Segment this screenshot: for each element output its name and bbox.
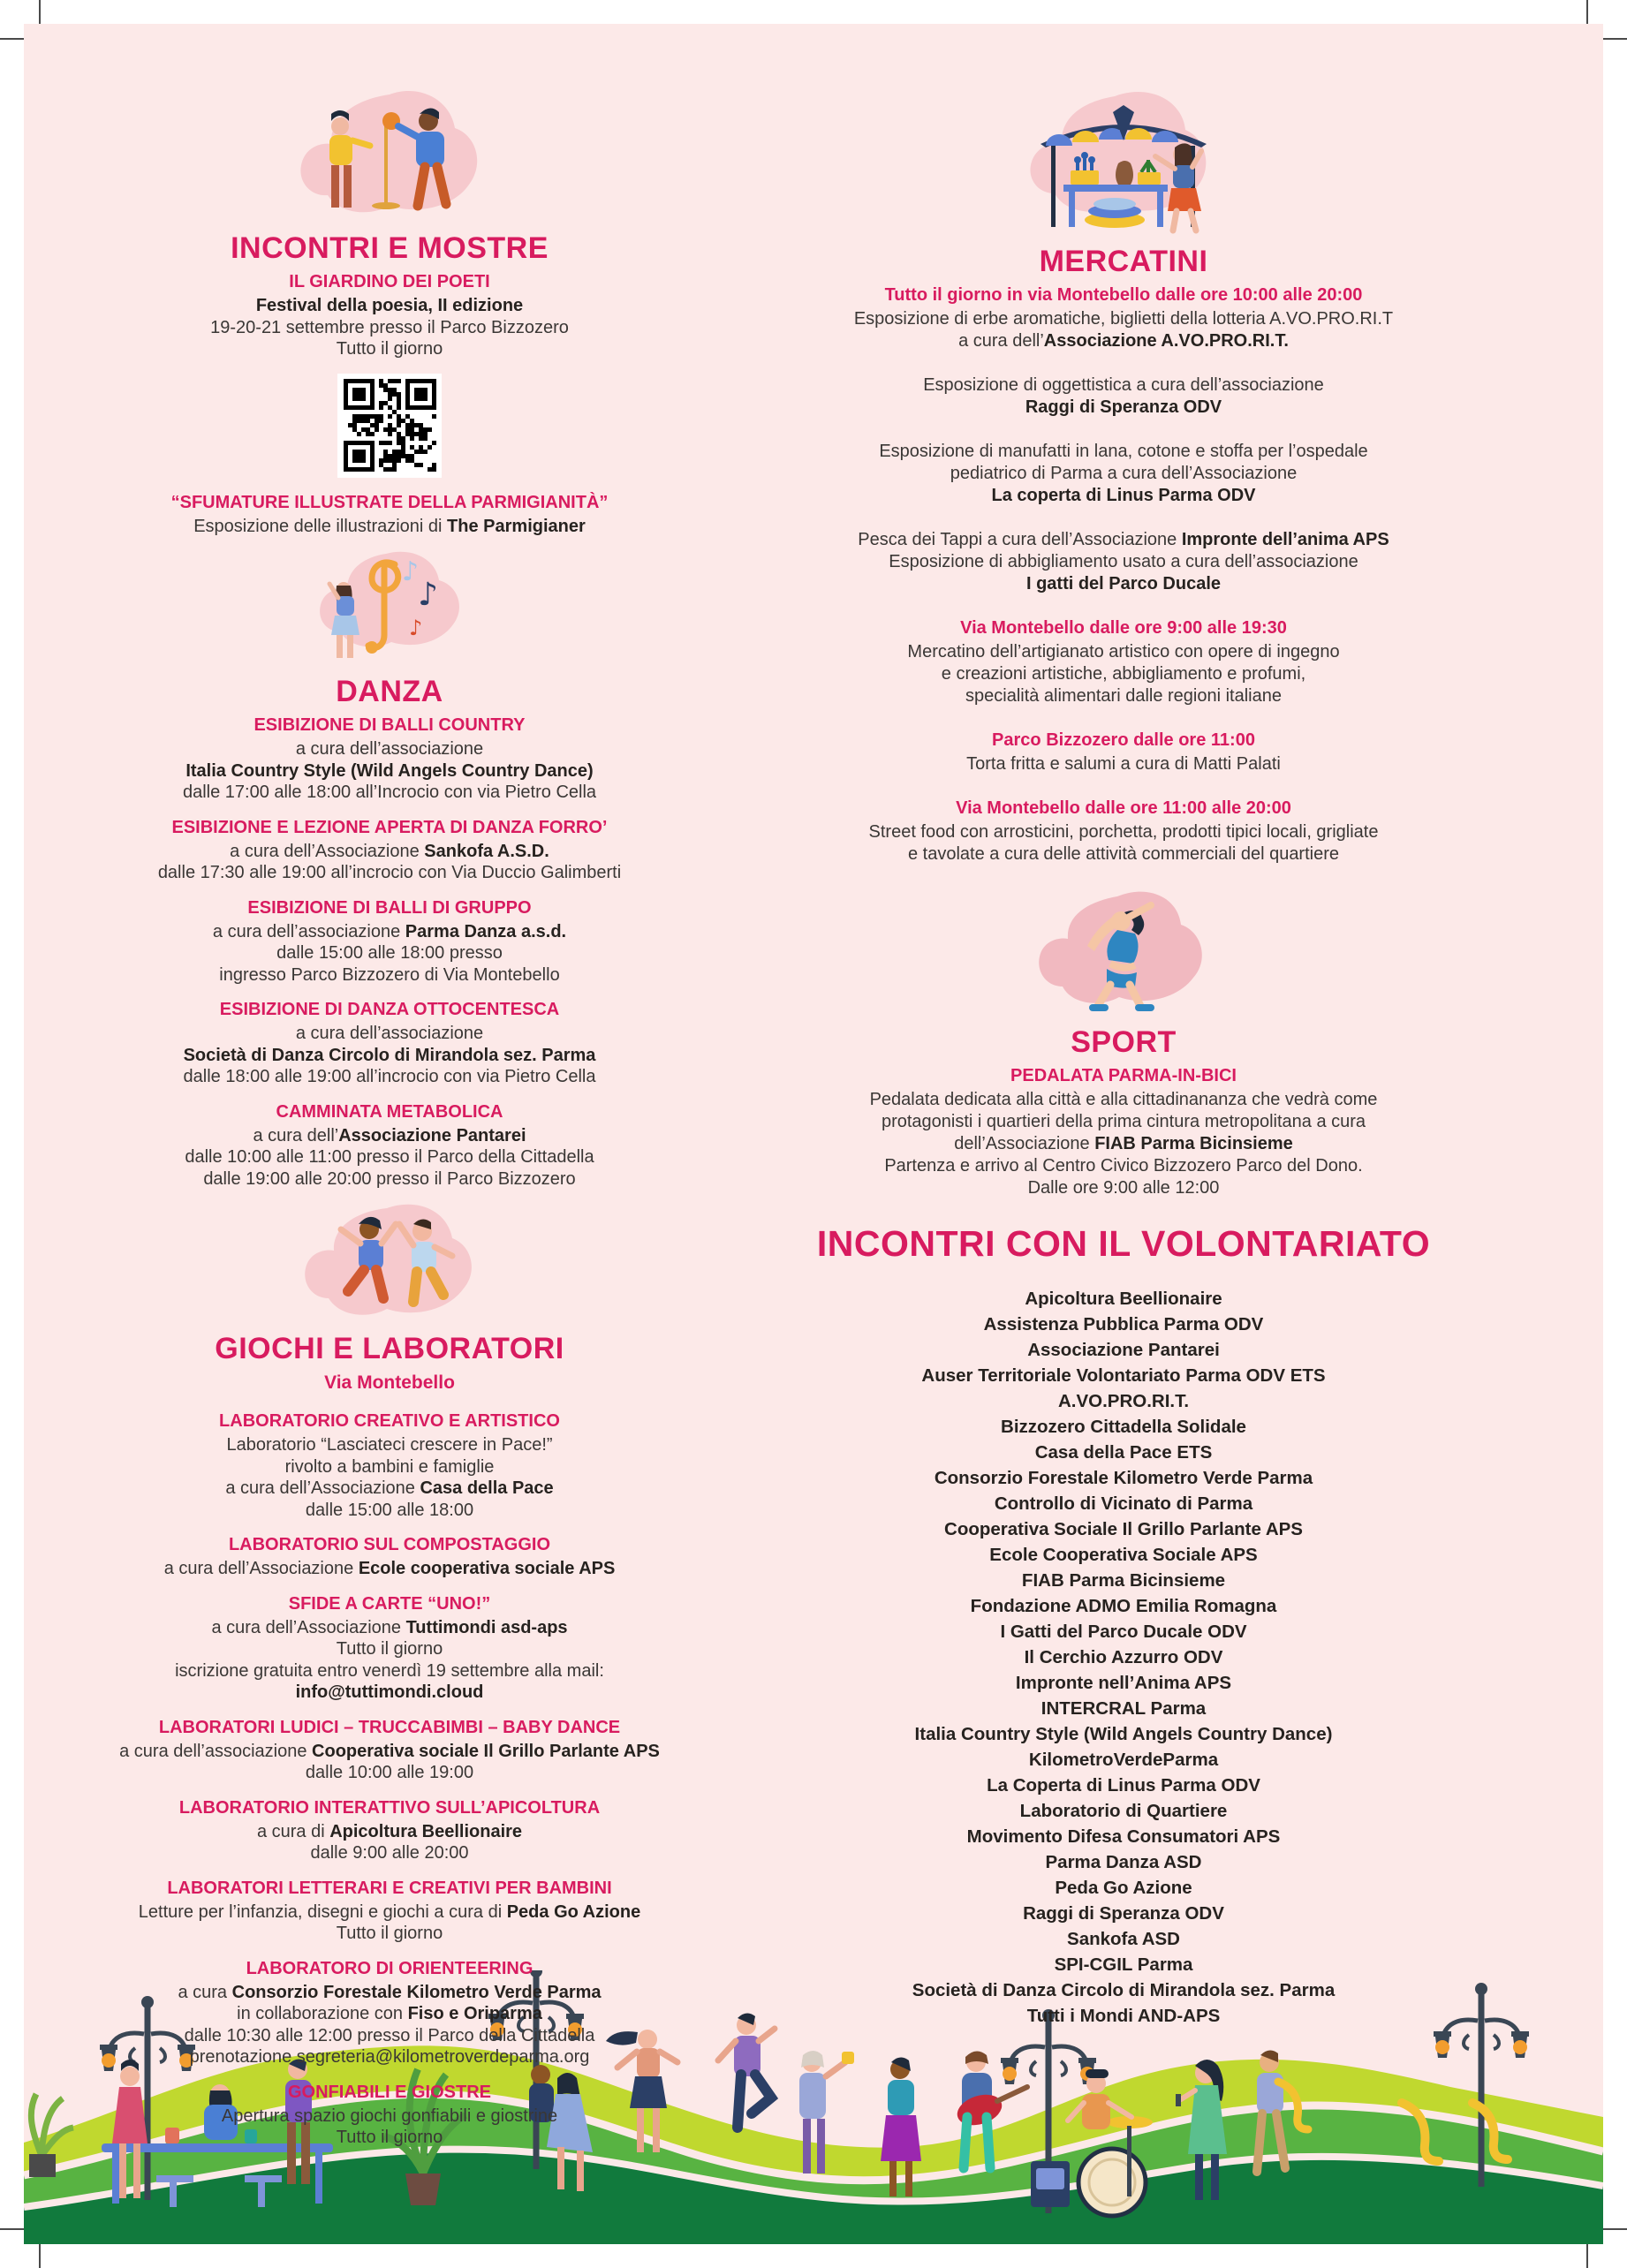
volunteer-org-item: Peda Go Azione	[1055, 1878, 1192, 1898]
event-line	[63, 1821, 716, 1843]
text: ESIBIZIONE DI BALLI DI GRUPPO	[247, 897, 532, 918]
bold-text: Apicoltura Beellionaire	[329, 1821, 523, 1841]
text: a cura dell’associazione	[119, 1741, 313, 1761]
event-block	[63, 1410, 716, 1521]
event-block	[788, 617, 1459, 707]
text: LABORATORI LETTERARI E CREATIVI PER BAMBINI	[167, 1878, 612, 1898]
text: a cura dell’Associazione	[230, 841, 425, 861]
event-line	[63, 2003, 716, 2025]
event-line	[788, 1089, 1459, 1111]
event-line	[63, 964, 716, 987]
event-line	[788, 397, 1459, 419]
event-line	[788, 374, 1459, 397]
event-line	[788, 1133, 1459, 1155]
event-line	[63, 1660, 716, 1682]
event-line	[63, 1456, 716, 1478]
bold-text: Impronte dell’anima APS	[1181, 530, 1389, 549]
text: e tavolate a cura delle attività commerciali del quartiere	[907, 844, 1340, 864]
event-line	[63, 1558, 716, 1580]
bold-text: info@tuttimondi.cloud	[295, 1682, 484, 1702]
text: LABORATORIO INTERATTIVO SULL’APICOLTURA	[178, 1797, 601, 1818]
event-line	[63, 841, 716, 863]
event-line	[788, 843, 1459, 866]
section-subtitle: Via Montebello	[324, 1372, 455, 1393]
volunteer-org-item: Auser Territoriale Volontariato Parma ODV ETS	[921, 1365, 1326, 1386]
text: LABORATORIO SUL COMPOSTAGGIO	[228, 1535, 551, 1554]
volunteer-org-item: Impronte nell’Anima APS	[1015, 1673, 1232, 1693]
music-dance-icon	[310, 550, 469, 665]
text: Tutto il giorno	[336, 1639, 443, 1659]
event-line	[788, 1177, 1459, 1199]
text: rivolto a bambini e famiglie	[284, 1456, 495, 1477]
event-line	[63, 862, 716, 884]
volunteer-org-item: INTERCRAL Parma	[1041, 1698, 1207, 1719]
text: LABORATORO DI ORIENTEERING	[246, 1958, 534, 1978]
svg-text:♪: ♪	[418, 577, 438, 613]
qr-code-block	[337, 374, 442, 478]
event-line	[63, 1045, 716, 1067]
event-heading	[63, 1797, 716, 1819]
event-line	[63, 1478, 716, 1500]
text: LABORATORIO CREATIVO E ARTISTICO	[219, 1411, 560, 1431]
icon-music-dance-icon	[63, 550, 716, 665]
text: dalle 9:00 alle 20:00	[310, 1843, 469, 1863]
text: dalle 18:00 alle 19:00 all’incrocio con via Pietro Cella	[183, 1067, 596, 1086]
text: Tutto il giorno	[336, 2128, 443, 2147]
text: Via Montebello dalle ore 9:00 alle 19:30	[960, 618, 1287, 638]
event-line	[63, 1617, 716, 1639]
bold-text: The Parmigianer	[447, 516, 586, 536]
crop-mark	[1586, 0, 1588, 26]
event-line	[63, 921, 716, 943]
volunteer-org-item: FIAB Parma Bicinsieme	[1021, 1570, 1226, 1591]
text: Torta fritta e salumi a cura di Matti Palati	[966, 754, 1281, 774]
market-stall-icon	[1009, 89, 1238, 235]
volunteer-org-item: Il Cerchio Azzurro ODV	[1024, 1647, 1223, 1667]
text: e creazioni artistiche, abbigliamento e profumi,	[941, 664, 1306, 684]
text: ESIBIZIONE DI DANZA OTTOCENTESCA	[219, 1000, 560, 1019]
event-line	[63, 2046, 716, 2068]
stretching-athlete-icon	[1029, 888, 1219, 1016]
event-heading	[63, 817, 716, 839]
bold-text: Tuttimondi asd-aps	[405, 1617, 568, 1637]
text: ingresso Parco Bizzozero di Via Montebello	[219, 964, 560, 985]
event-line	[63, 295, 716, 317]
event-block	[788, 284, 1459, 352]
crop-mark	[1586, 2242, 1588, 2268]
qr-code	[344, 379, 436, 472]
volunteer-org-item: Laboratorio di Quartiere	[1019, 1801, 1228, 1821]
event-block	[788, 730, 1459, 775]
event-line	[63, 1500, 716, 1522]
text: a cura dell’Associazione	[225, 1478, 420, 1498]
event-line	[788, 485, 1459, 507]
text: a cura di	[256, 1821, 330, 1841]
bold-text: La coperta di Linus Parma ODV	[991, 486, 1256, 505]
event-block	[63, 897, 716, 987]
event-line	[63, 317, 716, 339]
event-line	[788, 573, 1459, 595]
text: ESIBIZIONE E LEZIONE APERTA DI DANZA FORRO’	[171, 817, 608, 837]
svg-text:♪: ♪	[402, 556, 420, 587]
text: Apertura spazio giochi gonfiabili e giostrine	[221, 2105, 558, 2126]
event-line	[63, 760, 716, 782]
volunteer-org-item: Italia Country Style (Wild Angels Country Dance)	[914, 1724, 1333, 1744]
bold-text: Raggi di Speranza ODV	[1025, 397, 1222, 417]
event-line	[63, 1638, 716, 1660]
volunteer-org-item: Cooperativa Sociale Il Grillo Parlante APS	[944, 1519, 1303, 1539]
event-heading	[63, 1534, 716, 1556]
volunteer-org-item: Parma Danza ASD	[1045, 1852, 1202, 1872]
event-line	[788, 330, 1459, 352]
volunteer-org-item: SPI-CGIL Parma	[1054, 1954, 1193, 1975]
event-line	[63, 1741, 716, 1763]
event-block	[63, 1534, 716, 1580]
bold-text: Consorzio Forestale Kilometro Verde Parma	[231, 1982, 602, 2002]
text: dalle 17:00 alle 18:00 all’Incrocio con via Pietro Cella	[182, 782, 597, 802]
volunteer-org-item: Sankofa ASD	[1067, 1929, 1180, 1949]
event-line	[63, 738, 716, 760]
section-title: DANZA	[336, 675, 443, 708]
event-heading	[788, 798, 1459, 820]
bold-text: Sankofa A.S.D.	[424, 841, 549, 861]
event-heading	[788, 1065, 1459, 1087]
crop-mark	[1601, 2228, 1627, 2230]
event-line	[788, 685, 1459, 707]
event-line	[63, 2127, 716, 2149]
text: Mercatino dell’artigianato artistico con opere di ingegno	[907, 642, 1340, 662]
event-block	[788, 374, 1459, 419]
text: Tutto il giorno	[336, 339, 443, 359]
event-heading	[63, 2082, 716, 2104]
text: dalle 19:00 alle 20:00 presso il Parco Bizzozero	[203, 1168, 576, 1189]
text: pediatrico di Parma a cura dell’Associazione	[950, 464, 1298, 483]
event-block	[63, 1878, 716, 1945]
text: Pesca dei Tappi a cura dell’Associazione	[858, 530, 1182, 549]
volunteer-org-item: Movimento Difesa Consumatori APS	[966, 1826, 1281, 1847]
crop-mark	[1601, 38, 1627, 40]
event-heading	[63, 271, 716, 293]
volunteer-org-item: Assistenza Pubblica Parma ODV	[983, 1314, 1264, 1334]
event-block	[63, 817, 716, 884]
icon-poetry-performance-icon	[63, 89, 716, 222]
text: Letture per l’infanzia, disegni e giochi a cura di	[138, 1901, 507, 1922]
bold-text: I gatti del Parco Ducale	[1025, 574, 1222, 593]
text: prenotazione segreteria@kilometroverdeparma.org	[189, 2047, 590, 2067]
event-line	[63, 1146, 716, 1168]
volunteer-org-item: I Gatti del Parco Ducale ODV	[1000, 1622, 1247, 1642]
event-block	[63, 492, 716, 538]
volunteer-org-item: Ecole Cooperativa Sociale APS	[989, 1545, 1258, 1565]
event-line	[788, 551, 1459, 573]
event-block	[63, 271, 716, 360]
volunteer-org-item: Fondazione ADMO Emilia Romagna	[970, 1596, 1277, 1616]
bold-text: Cooperativa sociale Il Grillo Parlante APS	[312, 1741, 660, 1761]
text: a cura dell’	[253, 1125, 339, 1145]
volunteer-org-item: Casa della Pace ETS	[1034, 1442, 1213, 1463]
text: a cura dell’Associazione	[163, 1559, 359, 1578]
event-heading	[63, 1410, 716, 1433]
volunteer-org-item: Tutti i Mondi AND-APS	[1026, 2006, 1221, 2026]
text: a cura dell’associazione	[295, 1024, 484, 1043]
text: a cura dell’associazione	[295, 739, 484, 759]
svg-text:♪: ♪	[409, 616, 423, 640]
text: Esposizione di abbigliamento usato a cura dell’associazione	[889, 552, 1358, 571]
volunteer-org-item: Bizzozero Cittadella Solidale	[1001, 1417, 1246, 1437]
section-title: INCONTRI E MOSTRE	[231, 231, 549, 265]
event-line	[788, 529, 1459, 551]
event-block	[63, 1717, 716, 1784]
event-block	[788, 441, 1459, 507]
event-line	[63, 1923, 716, 1945]
jumping-dancers-icon	[288, 1203, 491, 1322]
text: dalle 15:00 alle 18:00	[305, 1500, 474, 1520]
event-heading	[788, 730, 1459, 752]
event-heading	[63, 492, 716, 514]
event-line	[788, 1111, 1459, 1133]
text: dalle 15:00 alle 18:00 presso	[276, 943, 503, 963]
text: Street food con arrosticini, porchetta, prodotti tipici locali, grigliate	[868, 822, 1379, 842]
text: iscrizione gratuita entro venerdì 19 settembre alla mail:	[175, 1660, 604, 1681]
bold-text: Peda Go Azione	[506, 1901, 641, 1922]
event-line	[63, 1762, 716, 1784]
text: a cura dell’	[958, 331, 1044, 351]
crop-mark	[0, 2228, 26, 2230]
text: Tutto il giorno in via Montebello dalle ore 10:00 alle 20:00	[884, 285, 1363, 305]
section-title: MERCATINI	[1039, 245, 1208, 278]
text: Partenza e arrivo al Centro Civico Bizzozero Parco del Dono.	[884, 1156, 1363, 1176]
event-line	[788, 663, 1459, 685]
event-block	[63, 1958, 716, 2068]
event-line	[788, 641, 1459, 663]
event-heading	[63, 1101, 716, 1123]
text: Dalle ore 9:00 alle 12:00	[1027, 1178, 1220, 1198]
text: Esposizione delle illustrazioni di	[193, 516, 448, 536]
section-title: SPORT	[1071, 1025, 1177, 1059]
event-block	[63, 999, 716, 1088]
event-line	[63, 1434, 716, 1456]
event-line	[63, 1066, 716, 1088]
text: Parco Bizzozero dalle ore 11:00	[992, 730, 1255, 750]
icon-stretching-athlete-icon	[788, 888, 1459, 1016]
event-line	[63, 516, 716, 538]
event-heading	[788, 617, 1459, 639]
event-line	[788, 463, 1459, 485]
event-line	[63, 2025, 716, 2047]
event-block	[63, 714, 716, 804]
text: dalle 17:30 alle 19:00 all’incrocio con Via Duccio Galimberti	[157, 863, 622, 882]
text: Tutto il giorno	[336, 1924, 443, 1943]
text: IL GIARDINO DEI POETI	[289, 272, 490, 291]
bold-text: Associazione A.VO.PRO.RI.T.	[1043, 331, 1289, 351]
text: in collaborazione con	[237, 2004, 408, 2023]
bold-text: Parma Danza a.s.d.	[405, 921, 567, 941]
text: CAMMINATA METABOLICA	[276, 1101, 503, 1122]
event-heading	[63, 897, 716, 919]
volunteer-org-item: Raggi di Speranza ODV	[1023, 1903, 1224, 1924]
event-line	[788, 1155, 1459, 1177]
event-heading	[63, 999, 716, 1021]
event-line	[63, 1023, 716, 1045]
bold-text: Fiso e Oriparma	[407, 2004, 542, 2023]
volunteer-org-list	[788, 1286, 1459, 2029]
bold-text: Ecole cooperativa sociale APS	[358, 1559, 616, 1578]
event-heading	[63, 1593, 716, 1615]
event-line	[788, 308, 1459, 330]
text: Esposizione di oggettistica a cura dell’associazione	[923, 375, 1324, 395]
crop-mark	[39, 2242, 41, 2268]
right-column	[788, 86, 1459, 2029]
bold-text: Associazione Pantarei	[338, 1125, 526, 1145]
event-line	[63, 1842, 716, 1864]
bold-text: FIAB Parma Bicinsieme	[1094, 1134, 1293, 1153]
volunteer-org-item: Consorzio Forestale Kilometro Verde Parma	[934, 1468, 1313, 1488]
event-line	[63, 1682, 716, 1704]
event-heading	[63, 1958, 716, 1980]
volunteer-org-item: Associazione Pantarei	[1027, 1340, 1220, 1360]
left-column	[63, 86, 716, 2162]
flyer-sheet	[24, 24, 1603, 2244]
event-line	[788, 821, 1459, 843]
event-line	[63, 1125, 716, 1147]
event-block	[63, 1101, 716, 1191]
bold-text: Società di Danza Circolo di Mirandola sez. Parma	[183, 1045, 596, 1065]
event-line	[63, 2105, 716, 2128]
text: protagonisti i quartieri della prima cintura metropolitana a cura	[881, 1112, 1366, 1131]
text: dalle 10:00 alle 19:00	[305, 1763, 474, 1782]
text: a cura	[178, 1982, 232, 2002]
event-block	[63, 2082, 716, 2149]
text: PEDALATA PARMA-IN-BICI	[1010, 1066, 1237, 1085]
text: a cura dell’associazione	[212, 921, 405, 941]
text: Esposizione di manufatti in lana, cotone e stoffa per l’ospedale	[879, 442, 1368, 461]
text: 19-20-21 settembre presso il Parco Bizzozero	[210, 317, 569, 337]
icon-jumping-dancers-icon	[63, 1203, 716, 1322]
event-block	[63, 1797, 716, 1864]
volunteer-org-item: A.VO.PRO.RI.T.	[1057, 1391, 1190, 1411]
event-block	[788, 529, 1459, 595]
text: Via Montebello dalle ore 11:00 alle 20:00	[956, 798, 1291, 818]
big-section-title: INCONTRI CON IL VOLONTARIATO	[816, 1223, 1431, 1264]
event-line	[63, 782, 716, 804]
volunteer-org-item: Società di Danza Circolo di Mirandola sez. Parma	[912, 1980, 1336, 2000]
pink-blob	[300, 91, 477, 212]
event-heading	[63, 1717, 716, 1739]
dancer-man	[718, 2013, 775, 2128]
text: specialità alimentari dalle regioni italiane	[965, 686, 1282, 706]
bold-text: Casa della Pace	[420, 1478, 554, 1498]
event-line	[788, 753, 1459, 775]
text: SFIDE A CARTE “UNO!”	[288, 1593, 491, 1614]
event-heading	[63, 714, 716, 737]
bold-text: Festival della poesia, II edizione	[255, 296, 524, 315]
crop-mark	[0, 38, 26, 40]
text: dalle 10:00 alle 11:00 presso il Parco della Cittadella	[185, 1147, 594, 1167]
event-block	[63, 1593, 716, 1704]
text: Laboratorio “Lasciateci crescere in Pace!”	[226, 1435, 553, 1455]
event-line	[63, 1168, 716, 1191]
text: a cura dell’Associazione	[211, 1617, 406, 1637]
bold-text: Italia Country Style (Wild Angels Country Dance)	[185, 760, 594, 781]
volunteer-org-item: Apicoltura Beellionaire	[1025, 1289, 1222, 1309]
event-line	[63, 942, 716, 964]
volunteer-org-item: KilometroVerdeParma	[1028, 1750, 1219, 1770]
section-title: GIOCHI E LABORATORI	[215, 1332, 564, 1365]
text: dell’Associazione	[954, 1134, 1095, 1153]
text: “SFUMATURE ILLUSTRATE DELLA PARMIGIANITÀ”	[170, 492, 609, 512]
event-block	[788, 798, 1459, 866]
event-heading	[788, 284, 1459, 306]
text: Esposizione di erbe aromatiche, biglietti della lotteria A.VO.PRO.RI.T	[853, 309, 1394, 329]
text: Pedalata dedicata alla città e alla cittadinananza che vedrà come	[869, 1090, 1378, 1109]
text: LABORATORI LUDICI – TRUCCABIMBI – BABY DANCE	[158, 1717, 621, 1737]
crop-mark	[39, 0, 41, 26]
text: ESIBIZIONE DI BALLI COUNTRY	[254, 715, 526, 735]
volunteer-org-item: La Coperta di Linus Parma ODV	[987, 1775, 1260, 1796]
text: dalle 10:30 alle 12:00 presso il Parco della Cittadella	[184, 2025, 595, 2045]
event-block	[788, 1065, 1459, 1199]
event-line	[63, 338, 716, 360]
event-line	[788, 441, 1459, 463]
event-line	[63, 1901, 716, 1924]
event-line	[63, 1982, 716, 2004]
volunteer-org-item: Controllo di Vicinato di Parma	[994, 1493, 1253, 1514]
event-heading	[63, 1878, 716, 1900]
icon-market-stall-icon	[788, 89, 1459, 235]
poetry-performance-icon	[285, 89, 494, 222]
text: GONFIABILI E GIOSTRE	[287, 2082, 491, 2102]
